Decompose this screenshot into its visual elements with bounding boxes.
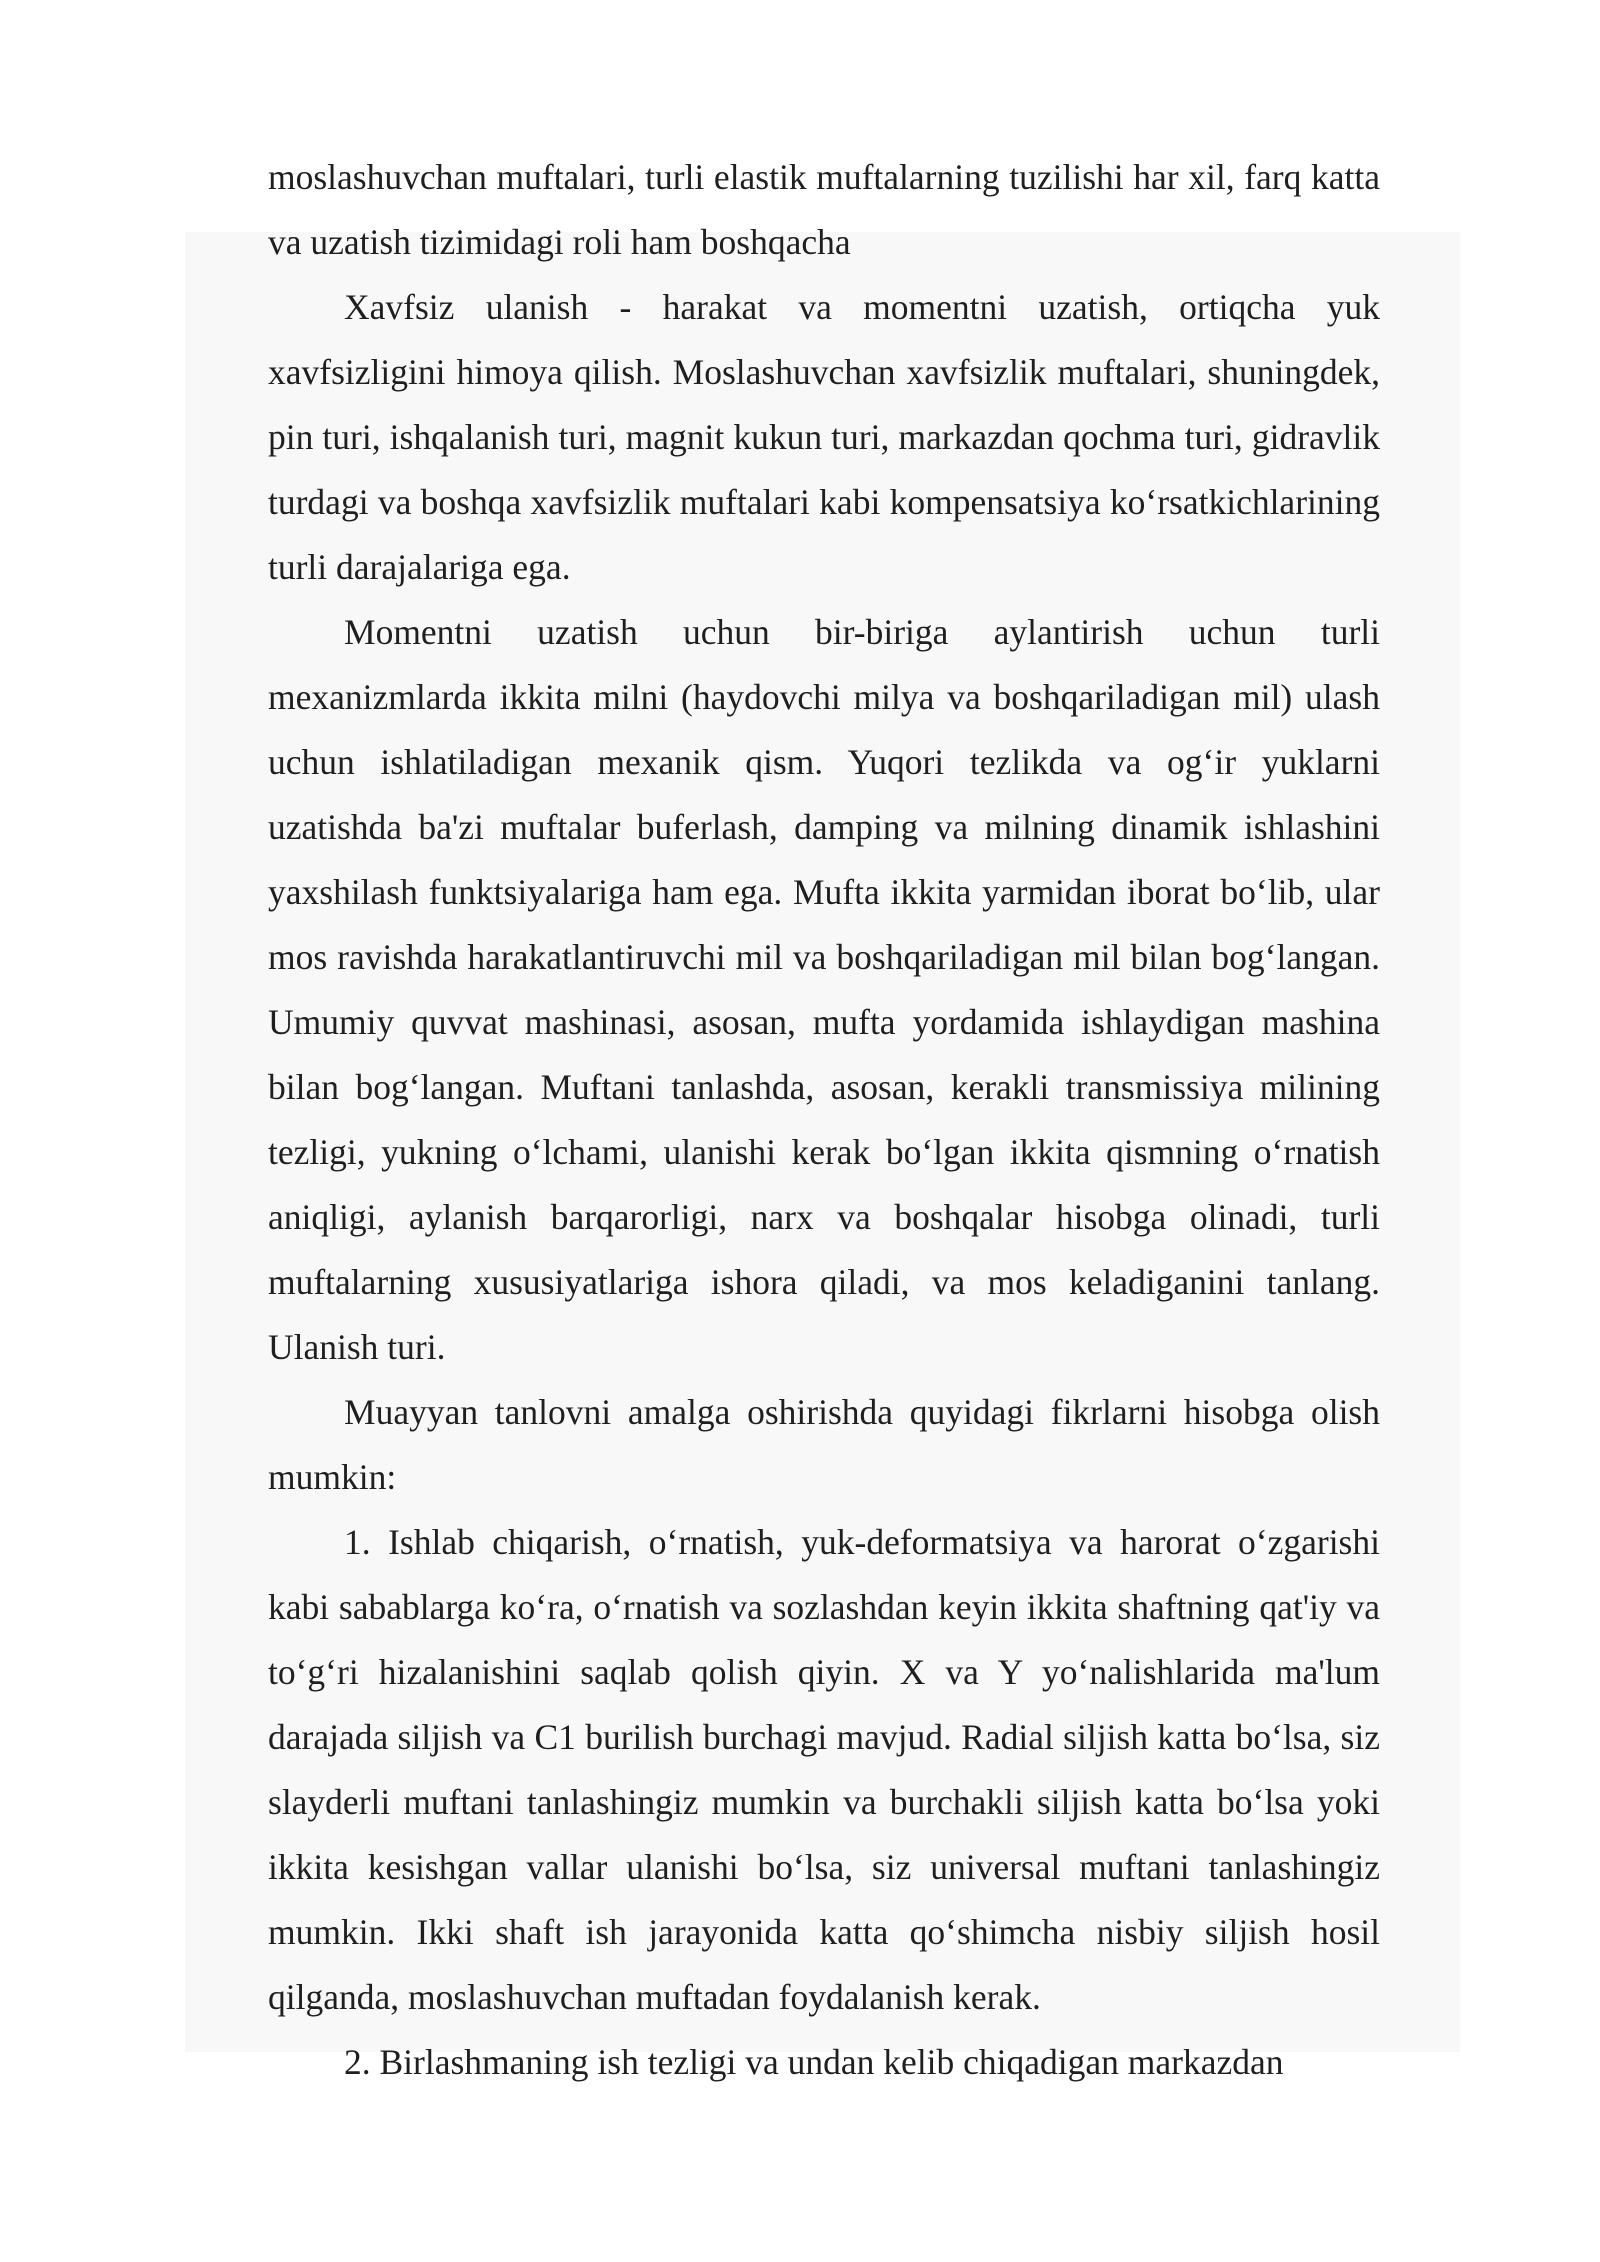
list-item-2: 2. Birlashmaning ish tezligi va undan kelib chiqadigan markazdan (344, 2042, 1284, 2082)
paragraph-continuation: moslashuvchan muftalari, turli elastik muftalarning tuzilishi har xil, farq katta va uzatish tizimidagi roli ham boshqacha (268, 157, 1380, 262)
paragraph-selection-intro: Muayyan tanlovni amalga oshirishda quyidagi fikrlarni hisobga olish mumkin: (268, 1392, 1380, 1497)
paragraph-safety-coupling: Xavfsiz ulanish - harakat va momentni uzatish, ortiqcha yuk xavfsizligini himoya qilish. Moslashuvchan xavfsizlik muftalari, shuningdek, pin turi, ishqalanish turi, magnit kukun turi, markazdan qochma turi, gidravlik turdagi va boshqa xavfsizlik muftalari kabi kompensatsiya koʻrsatkichlarining turli darajalariga ega. (268, 287, 1380, 587)
list-item-1: 1. Ishlab chiqarish, oʻrnatish, yuk-deformatsiya va harorat oʻzgarishi kabi sabablarga koʻra, oʻrnatish va sozlashdan keyin ikkita shaftning qat'iy va toʻgʻri hizalanishini saqlab qolish qiyin. X va Y yoʻnalishlarida ma'lum darajada siljish va C1 burilish burchagi mavjud. Radial siljish katta boʻlsa, siz slayderli muftani tanlashingiz mumkin va burchakli siljish katta boʻlsa yoki ikkita kesishgan vallar ulanishi boʻlsa, siz universal muftani tanlashingiz mumkin. Ikki shaft ish jarayonida katta qoʻshimcha nisbiy siljish hosil qilganda, moslashuvchan muftadan foydalanish kerak. (268, 1522, 1380, 2017)
paragraph-coupling-definition: Momentni uzatish uchun bir-biriga aylantirish uchun turli mexanizmlarda ikkita milni (haydovchi milya va boshqariladigan mil) ulash uchun ishlatiladigan mexanik qism. Yuqori tezlikda va ogʻir yuklarni uzatishda ba'zi muftalar buferlash, damping va milning dinamik ishlashini yaxshilash funktsiyalariga ham ega. Mufta ikkita yarmidan iborat boʻlib, ular mos ravishda harakatlantiruvchi mil va boshqariladigan mil bilan bogʻlangan. Umumiy quvvat mashinasi, asosan, mufta yordamida ishlaydigan mashina bilan bogʻlangan. Muftani tanlashda, asosan, kerakli transmissiya milining tezligi, yukning oʻlchami, ulanishi kerak boʻlgan ikkita qismning oʻrnatish aniqligi, aylanish barqarorligi, narx va boshqalar hisobga olinadi, turli muftalarning xususiyatlariga ishora qiladi, va mos keladiganini tanlang. Ulanish turi. (268, 612, 1380, 1367)
body-text (268, 145, 1380, 2095)
